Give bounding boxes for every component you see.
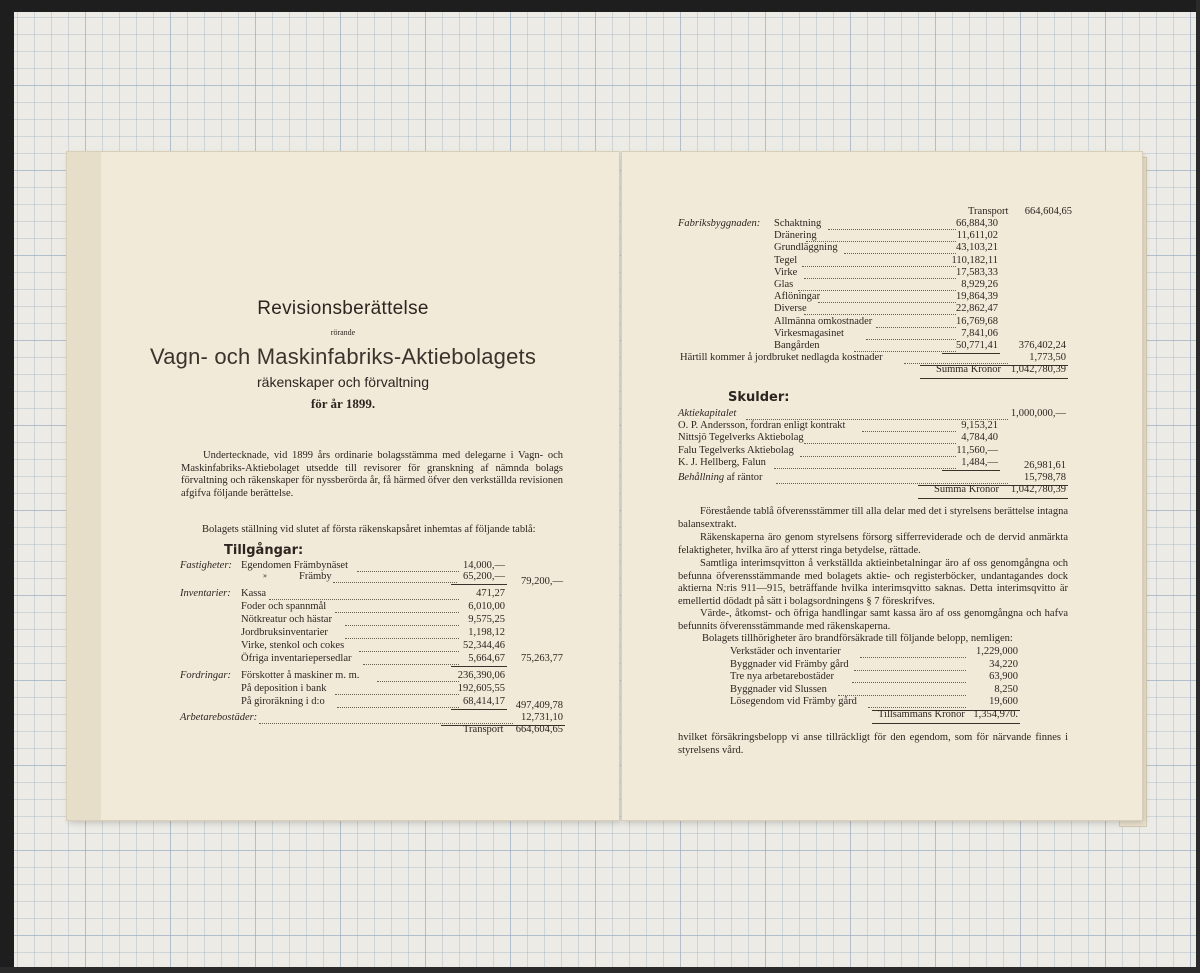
leader-dots bbox=[860, 657, 966, 658]
hartill-value: 1,773,50 bbox=[1029, 352, 1066, 363]
row-label: På giroräkning i d:o bbox=[241, 696, 325, 707]
left-page bbox=[67, 152, 619, 820]
inventarier-label: Inventarier: bbox=[180, 588, 231, 599]
row-label: Byggnader vid Främby gård bbox=[730, 658, 849, 670]
stallning-text: Bolagets ställning vid slutet af första räkenskapsåret inhemtas af följande tablå: bbox=[202, 524, 536, 535]
paragraph-2: Räkenskaperna äro genom styrelsens försorg sifferreviderade och de dervid anmärkta felaktigheter, hvilka äro af ytterst ringa betydelse, rättade. bbox=[678, 532, 1068, 556]
row-label: Tre nya arbetarebostäder bbox=[730, 671, 834, 683]
behallning-label: Behållning bbox=[678, 472, 725, 483]
leader-dots bbox=[854, 670, 966, 671]
tillsammans-value: 1,354,970. bbox=[973, 709, 1018, 720]
row-label: Grundläggning bbox=[774, 242, 838, 254]
row-label: Allmänna omkostnader bbox=[774, 315, 873, 327]
row-value: 11,611,02 bbox=[956, 230, 998, 242]
row-value: 63,900 bbox=[989, 671, 1018, 683]
row-value: 19,864,39 bbox=[956, 291, 998, 303]
row-label: Dränering bbox=[774, 230, 817, 242]
row-label: På deposition i bank bbox=[241, 683, 327, 694]
row-label: Förskotter å maskiner m. m. bbox=[241, 670, 360, 681]
row-value: 5,664,67 bbox=[468, 653, 505, 664]
row-value: 8,929,26 bbox=[961, 279, 998, 290]
row-value: 11,560,— bbox=[956, 444, 998, 456]
row-value: 9,575,25 bbox=[468, 614, 505, 625]
left-page-edge bbox=[67, 152, 101, 820]
row-value: 236,390,06 bbox=[457, 670, 505, 681]
row-value: 50,771,41 bbox=[956, 340, 998, 351]
row-value: 8,250 bbox=[994, 683, 1018, 695]
leader-dots bbox=[818, 302, 956, 303]
behallning-value: 15,798,78 bbox=[1024, 472, 1066, 483]
leader-dots bbox=[802, 266, 956, 267]
paragraph-1: Förestående tablå öfverensstämmer till alla delar med det i styrelsens berättelse intagna balansextrakt. bbox=[678, 506, 1068, 530]
row-value: 52,344,46 bbox=[463, 640, 505, 651]
transport-label: Transport bbox=[463, 724, 504, 735]
intro-paragraph: Undertecknade, vid 1899 års ordinarie bolagsstämma med delegarne i Vagn- och Maskinfabriks-Aktiebolaget utsedde till revisorer för granskning af nämnda bolags förvaltning och räkenskaper för nyssberörda år, få härmed öfver den verkställda revisionen afgifva följande berättelse. bbox=[181, 450, 563, 499]
row-label: Egendomen Främbynäset bbox=[241, 560, 349, 571]
tillgangar-heading: Tillgångar: bbox=[224, 543, 304, 558]
row-total: 12,731,10 bbox=[521, 712, 563, 723]
behallning-rest: af räntor bbox=[726, 472, 763, 483]
fabriks-total: 376,402,24 bbox=[1018, 340, 1066, 351]
row-value: 16,769,68 bbox=[956, 315, 998, 327]
paragraph-3: Samtliga interimsqvitton å verkställda aktieinbetalningar äro af oss genomgångna och befunna öfverensstämmande med bolagets aktie- och registerböcker, undantagandes dock aktierna N:ris 911—915, beträffande hvilka interimsqvitto saknas. Detta interimsqvitto är emellertid dödadt på sätt i bolagsordningens § 7 föreskrifves. bbox=[678, 558, 1068, 607]
leader-dots bbox=[798, 290, 956, 291]
row-value: 6,010,00 bbox=[468, 601, 505, 612]
leader-dots bbox=[774, 468, 956, 469]
row-total: 497,409,78 bbox=[515, 700, 563, 711]
row-label: Virke bbox=[774, 266, 798, 278]
row-label: Främby bbox=[299, 571, 332, 582]
row-value: 34,220 bbox=[989, 658, 1018, 670]
aktiekapital-value: 1,000,000,— bbox=[1010, 408, 1066, 419]
paragraph-6: hvilket försäkringsbelopp vi anse tillräckligt för den egendom, som för närvande finnes i styrelsens vård. bbox=[678, 732, 1068, 756]
fastigheter-label: Fastigheter: bbox=[180, 560, 232, 571]
row-value: 192,605,55 bbox=[457, 683, 505, 694]
row-label: Glas bbox=[774, 279, 794, 290]
row-value: 9,153,21 bbox=[961, 420, 998, 431]
row-value: 110,182,11 bbox=[951, 254, 998, 266]
row-label: Schaktning bbox=[774, 218, 822, 229]
summa-kronor-label: Summa Kronor bbox=[936, 364, 1002, 375]
summa-kronor-value: 1,042,780,39 bbox=[1010, 364, 1066, 375]
tillsammans-label: Tillsammans Kronor bbox=[878, 709, 965, 720]
aktiekapital-label: Aktiekapitalet bbox=[678, 408, 737, 419]
row-label: Diverse bbox=[774, 303, 807, 315]
row-value: 7,841,06 bbox=[961, 327, 998, 339]
arbetarebostader-label: Arbetarebostäder: bbox=[180, 712, 258, 723]
paragraph-5: Bolagets tillhörigheter äro brandförsäkrade till följande belopp, nemligen: bbox=[702, 633, 1013, 644]
row-label: Jordbruksinventarier bbox=[241, 627, 328, 638]
row-label: Nittsjö Tegelverks Aktiebolag bbox=[678, 432, 804, 444]
row-label: Verkstäder och inventarier bbox=[730, 646, 841, 657]
transport-value: 664,604,65 bbox=[515, 724, 563, 735]
row-label: Byggnader vid Slussen bbox=[730, 683, 827, 695]
subtitle: räkenskaper och förvaltning bbox=[257, 374, 429, 390]
row-label: Kassa bbox=[241, 588, 267, 599]
paragraph-4: Värde-, åtkomst- och öfriga handlingar samt kassa äro af oss genomgångna och hafva befunnits öfverensstämmande med räkenskaperna. bbox=[678, 608, 1068, 632]
skuld-total: 26,981,61 bbox=[1024, 460, 1066, 471]
company-name: Vagn- och Maskinfabriks-Aktiebolagets bbox=[149, 344, 537, 369]
rorande-text: rörande bbox=[330, 328, 356, 337]
row-total: 79,200,— bbox=[521, 576, 563, 587]
row-value: 471,27 bbox=[476, 588, 505, 599]
row-label: Aflöningar bbox=[774, 291, 821, 303]
scan-border-right bbox=[1196, 0, 1200, 973]
row-label: Virkesmagasinet bbox=[774, 327, 844, 339]
sum-rule bbox=[942, 470, 1000, 471]
row-value: 43,103,21 bbox=[956, 242, 998, 254]
fordringar-label: Fordringar: bbox=[180, 670, 231, 681]
right-page bbox=[622, 152, 1142, 820]
row-label: Virke, stenkol och cokes bbox=[241, 640, 345, 651]
row-label: K. J. Hellberg, Falun bbox=[678, 457, 766, 469]
leader-dots bbox=[804, 278, 956, 279]
row-total: 75,263,77 bbox=[521, 653, 563, 664]
row-label: Foder och spannmål bbox=[241, 601, 327, 612]
transport-label-right: Transport bbox=[968, 206, 1009, 217]
row-label: O. P. Andersson, fordran enligt kontrakt bbox=[678, 420, 846, 431]
fabriksbyggnaden-label: Fabriksbyggnaden: bbox=[678, 218, 761, 229]
year-heading: för år 1899. bbox=[310, 396, 376, 411]
leader-dots bbox=[804, 443, 956, 444]
row-value: 17,583,33 bbox=[956, 266, 998, 278]
summa-kronor-2-label: Summa Kronor bbox=[934, 484, 1000, 495]
leader-dots bbox=[828, 229, 956, 230]
row-label: Nötkreatur och hästar bbox=[241, 614, 332, 625]
row-value: 65,200,— bbox=[463, 571, 505, 582]
row-label: Bangården bbox=[774, 340, 820, 351]
scan-border-bottom bbox=[0, 967, 1200, 973]
row-value: 1,198,12 bbox=[468, 627, 505, 638]
row-value: 1,229,000 bbox=[976, 646, 1018, 657]
row-value: 4,784,40 bbox=[961, 432, 998, 444]
row-value: 22,862,47 bbox=[956, 303, 998, 315]
row-label: Falu Tegelverks Aktiebolag bbox=[678, 444, 794, 456]
transport-value-right: 664,604,65 bbox=[1024, 206, 1072, 217]
row-value: 68,414,17 bbox=[463, 696, 505, 707]
document-title: Revisionsberättelse bbox=[257, 298, 429, 319]
skulder-heading: Skulder: bbox=[728, 390, 790, 405]
scan-border-left bbox=[0, 0, 14, 973]
row-value: 14,000,— bbox=[463, 560, 505, 571]
hartill-label: Härtill kommer å jordbruket nedlagda kostnader bbox=[680, 352, 883, 363]
sum-rule bbox=[942, 353, 1000, 354]
leader-dots bbox=[838, 695, 966, 696]
row-label: Öfriga inventariepersedlar bbox=[241, 653, 352, 664]
scan-border-top bbox=[0, 0, 1200, 12]
row-value: 1,484,— bbox=[961, 457, 998, 469]
ditto-mark: » bbox=[263, 571, 267, 580]
row-value: 19,600 bbox=[989, 696, 1018, 708]
row-label: Lösegendom vid Främby gård bbox=[730, 696, 857, 708]
leader-dots bbox=[852, 682, 966, 683]
row-value: 66,884,30 bbox=[956, 218, 998, 229]
behallning-line bbox=[678, 472, 763, 483]
row-label: Tegel bbox=[774, 254, 798, 266]
leader-dots bbox=[800, 456, 956, 457]
summa-kronor-2-value: 1,042,780,39 bbox=[1010, 484, 1066, 495]
